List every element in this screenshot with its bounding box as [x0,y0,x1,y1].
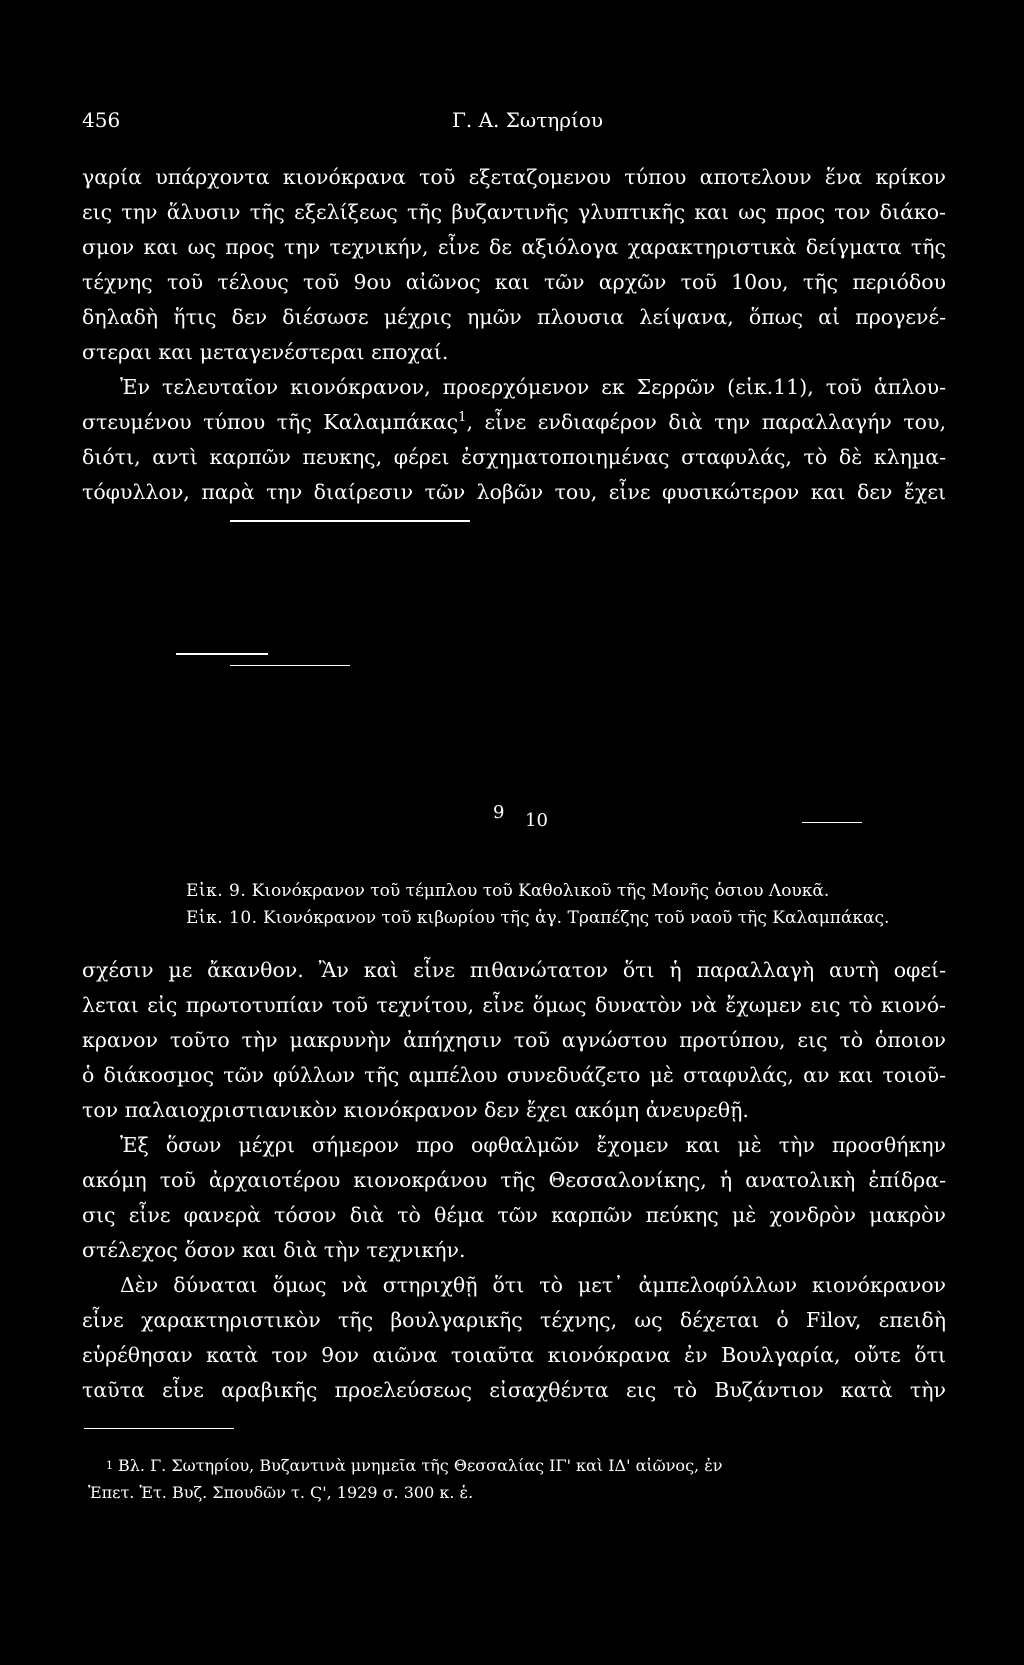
running-title: Γ. Α. Σωτηρίου [452,108,604,132]
text-fragment: , εἶνε ενδιαφέρον διὰ την παραλλαγήν του, [466,410,946,434]
text-line: σμον και ως προς την τεχνικήν, εἶνε δε αξιόλογα χαρακτηριστικὰ δείγματα τῆς [82,235,946,259]
text-line: στέλεχος ὅσον και διὰ τὴν τεχνικήν. [82,1238,466,1262]
figure-rule [176,653,268,655]
footnote-reference: 1 [458,410,467,426]
text-line: εὑρέθησαν κατὰ τον 9ον αιῶνα τοιαῦτα κιονόκρανα ἐν Βουλγαρία, οὔτε ὅτι [82,1343,946,1367]
text-line: εις την ἅλυσιν τῆς εξελίξεως τῆς βυζαντινῆς γλυπτικῆς και ως προς τον διάκο- [82,200,946,224]
figure-caption [186,905,926,932]
caption-label: Εἰκ. 10. [186,908,258,928]
figure-rule [230,520,470,522]
text-line: τέχνης τοῦ τέλους τοῦ 9ου αἰῶνος και τῶν αρχῶν τοῦ 10ου, τῆς περιόδου [82,270,946,294]
text-line: σις εἶνε φανερὰ τόσον διὰ τὸ θέμα τῶν καρπῶν πεύκης μὲ χονδρὸν μακρὸν [82,1203,946,1227]
text-line [82,405,946,440]
text-line: ὁ διάκοσµος τῶν φύλλων τῆς αμπέλου συνεδυάζετο μὲ σταφυλάς, αν και τοιοῦ- [82,1063,946,1087]
figure-area [0,520,1024,850]
text-line: τον παλαιοχριστιανικὸν κιονόκρανον δεν ἔχει ακόμη ἀνευρεθῇ. [82,1098,749,1122]
caption-text: Κιονόκρανον τοῦ τέμπλου τοῦ Καθολικοῦ τῆς Μονῆς ὁσιου Λουκᾶ. [251,881,830,901]
text-line: Ἐν τελευταῖον κιονόκρανον, προερχόμενον εκ Σερρῶν (εἰκ.11), τοῦ ἁπλου- [120,375,946,399]
footnote-line: Βλ. Γ. Σωτηρίου, Βυζαντινὰ μνημεῖα τῆς Θεσσαλίας ΙΓ' καὶ ΙΔ' αἰῶνος, ἐν [118,1456,723,1475]
figure-rule [802,822,862,823]
footnote-mark: 1 [106,1459,113,1472]
page-header [82,108,942,138]
figure-label-9: 9 [493,802,505,823]
page-number: 456 [82,108,121,132]
text-line: Ἐξ ὅσων μέχρι σήμερον προ οφθαλμῶν ἔχομεν και μὲ τὴν προσθήκην [120,1133,946,1157]
text-line: διότι, αντὶ καρπῶν πευκης, φέρει ἐσχηματοποιημένας σταφυλάς, τὸ δὲ κληµα- [82,445,946,469]
caption-label: Εἰκ. 9. [186,881,247,901]
text-line: στεραι και μεταγενέστεραι εποχαί. [82,340,449,364]
footnote-line: Ἐπετ. Ἑτ. Βυζ. Σπουδῶν τ. Ϛ', 1929 σ. 300 κ. ἑ. [88,1483,474,1502]
body-text-top [82,160,946,510]
text-line: λεται εἰς πρωτοτυπίαν τοῦ τεχνίτου, εἶνε ὅμως δυνατὸν νὰ ἔχωμεν εις τὸ κιονό- [82,993,946,1017]
footnotes [88,1452,948,1506]
text-line: τόφυλλον, παρὰ την διαίρεσιν τῶν λοβῶν του, εἶνε φυσικώτερον και δεν ἔχει [82,480,946,504]
text-line: σχέσιν µε ἄκανθον. Ἂν καὶ εἶνε πιθανώτατον ὅτι ἡ παραλλαγὴ αυτὴ οφεί- [82,958,946,982]
caption-text: Κιονόκρανον τοῦ κιβωρίου τῆς ἁγ. Τραπέζης τοῦ ναοῦ τῆς Καλαμπάκας. [262,908,890,928]
text-line: εἶνε χαρακτηριστικὸν τῆς βουλγαρικῆς τέχνης, ως δέχεται ὁ Filov, επειδὴ [82,1308,946,1332]
body-text-bottom [82,953,946,1408]
figure-rule [230,665,350,666]
text-line: δηλαδὴ ἥτις δεν διέσωσε μέχρις ημῶν πλουσια λείψανα, ὅπως αἱ προγενέ- [82,305,946,329]
text-line: ταῦτα εἶνε αραβικῆς προελεύσεως εἰσαχθέντα εις τὸ Βυζάντιον κατὰ τὴν [82,1378,946,1402]
text-fragment: στευμένου τύπου τῆς Καλαμπάκας [82,410,459,434]
figure-label-10: 10 [525,810,548,831]
text-line: κρανον τοῦτο τὴν μακρυνὴν ἀπήχησιν τοῦ αγνώστου προτύπου, εις τὸ ὁποιον [82,1028,946,1052]
text-line: Δὲν δύναται ὅμως νὰ στηριχθῇ ὅτι τὸ μετ᾽ ἀμπελοφύλλων κιονόκρανον [120,1273,946,1297]
figure-caption [186,878,926,905]
text-line: ακόμη τοῦ ἀρχαιοτέρου κιονοκράνου τῆς Θεσσαλονίκης, ἡ ανατολικὴ ἐπίδρα- [82,1168,946,1192]
text-line: γαρία υπάρχοντα κιονόκρανα τοῦ εξεταζομενου τύπου αποτελουν ἕνα κρίκον [82,165,946,189]
footnote-divider [84,1428,234,1429]
